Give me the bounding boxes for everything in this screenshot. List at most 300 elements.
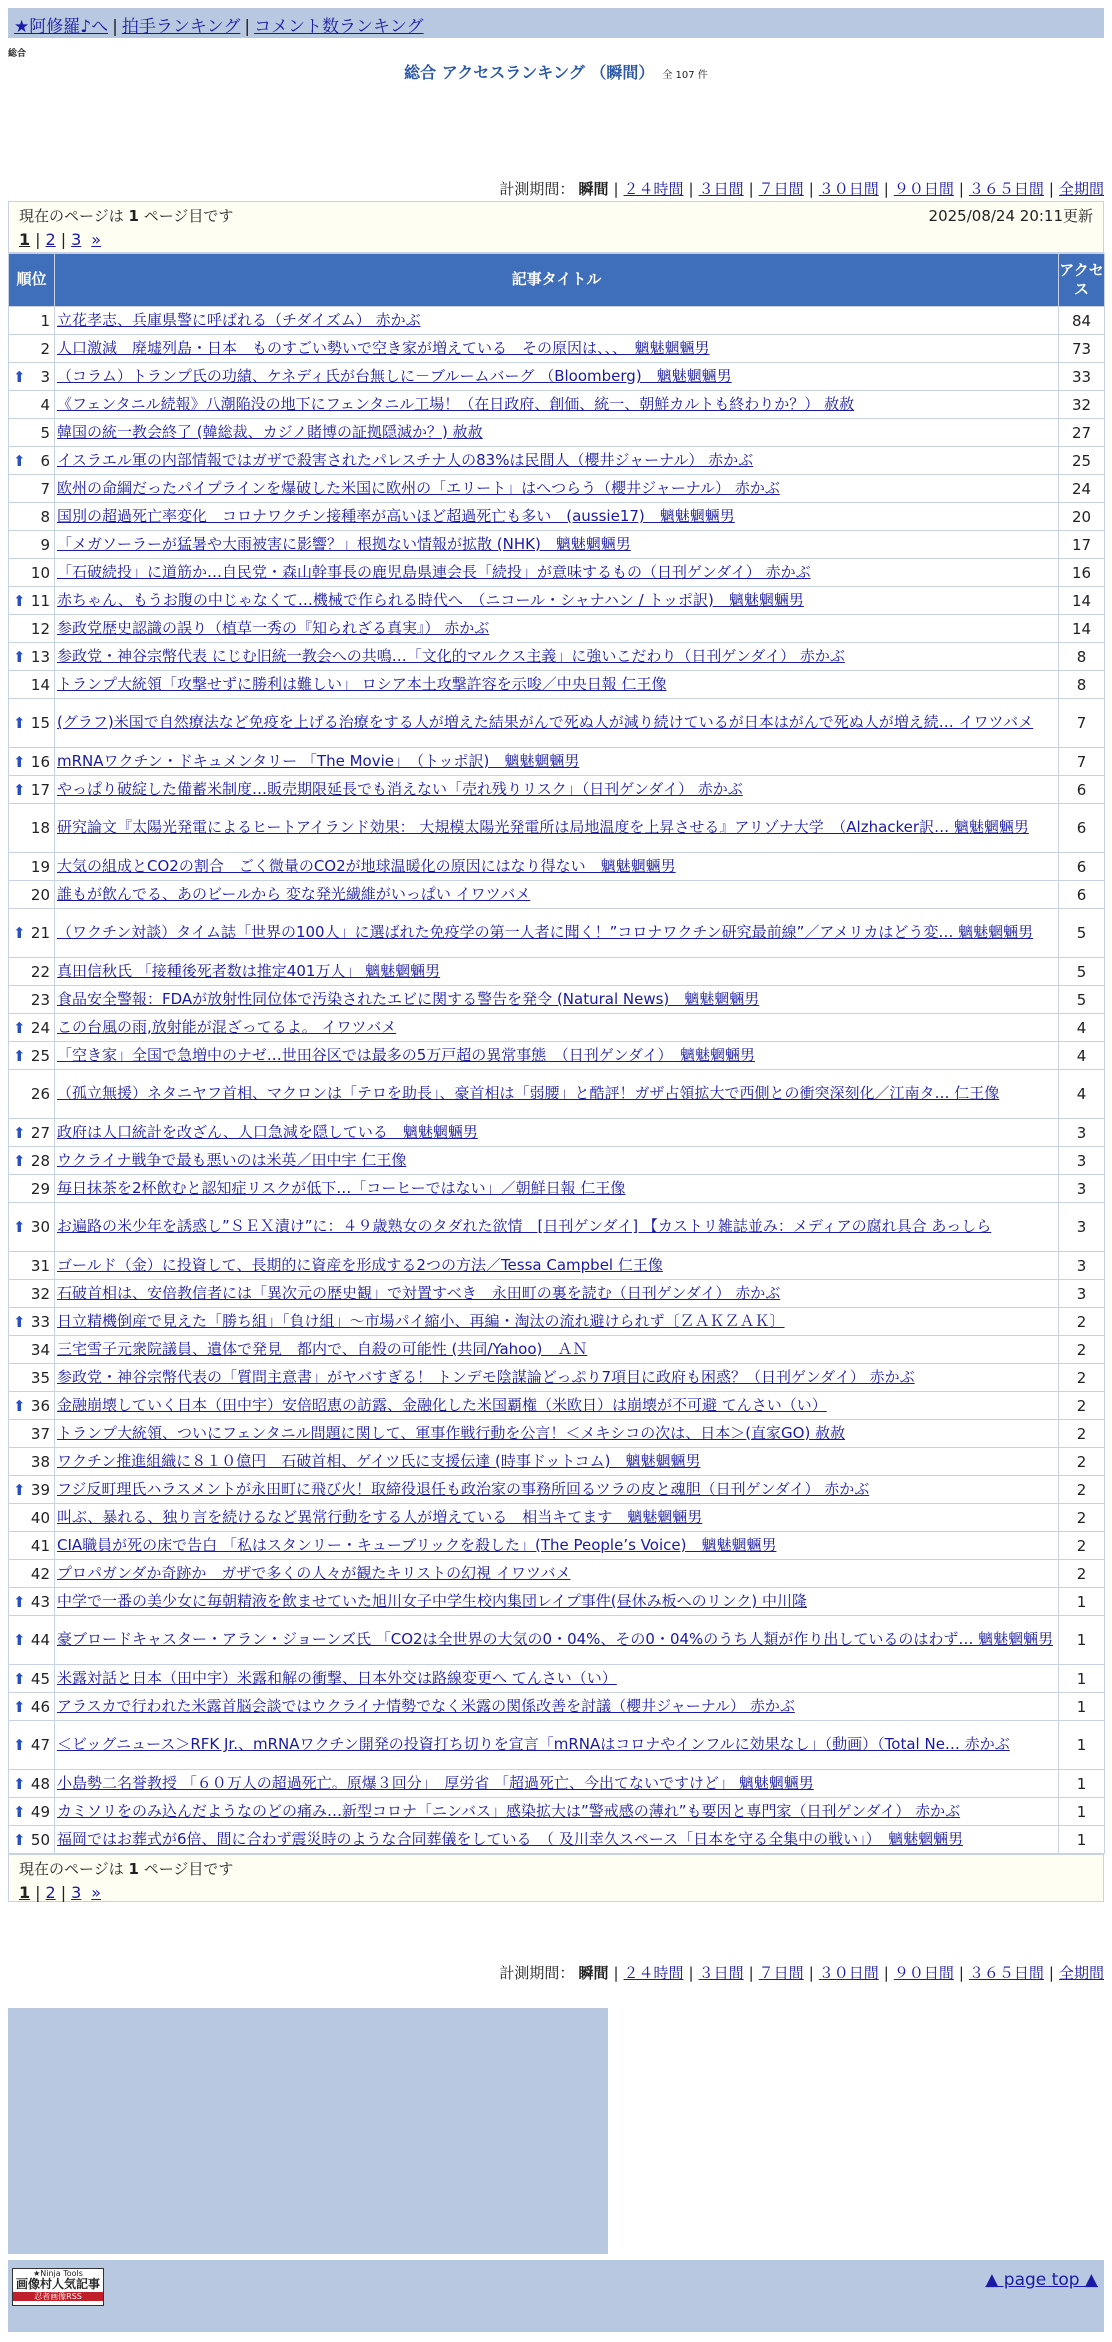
rank-cell (9, 1665, 55, 1693)
rank-cell (9, 1826, 55, 1854)
period-option[interactable]: 全期間 (1058, 1964, 1104, 1982)
comment-ranking-link[interactable]: コメント数ランキング (254, 17, 424, 37)
rank-cell (9, 447, 55, 475)
rank-cell (9, 748, 55, 776)
rank-up-arrow-icon: ⬆ (13, 1218, 26, 1236)
article-link[interactable]: お遍路の米少年を誘惑し”ＳＥＸ漬け”に：４９歳熟女のタダれた欲情 [日刊ゲンダイ] 【カストリ雑誌並み：メディアの腐れ具合 あっしら (57, 1217, 992, 1236)
access-count: 6 (1059, 804, 1105, 853)
table-row (9, 1532, 1105, 1560)
article-link[interactable]: この台風の雨,放射能が混ざってるよ。 イワツバメ (57, 1017, 397, 1036)
rank-number: 5 (40, 423, 50, 442)
ninja-tools-badge[interactable] (12, 2268, 104, 2306)
rank-cell (9, 1588, 55, 1616)
title-cell (55, 1147, 1059, 1175)
pagination: 1 | 2 | 3 » (19, 230, 102, 249)
title-cell (55, 1175, 1059, 1203)
access-count: 14 (1059, 615, 1105, 643)
table-row (9, 748, 1105, 776)
table-row (9, 1308, 1105, 1336)
rank-number: 27 (30, 1123, 50, 1142)
access-count: 7 (1059, 699, 1105, 748)
badge-line2: 画像村人気記事 (15, 2277, 100, 2292)
access-count: 5 (1059, 909, 1105, 958)
article-link[interactable]: 韓国の統一教会終了 (韓総裁、カジノ賭博の証拠隠滅か？) 赦赦 (57, 422, 483, 441)
title-cell (55, 1119, 1059, 1147)
title-cell (55, 1420, 1059, 1448)
article-link[interactable]: 「メガソーラーが猛暑や大雨被害に影響？」根拠ない情報が拡散 (NHK) 魑魅魍魎男 (57, 534, 631, 553)
rank-cell (9, 1336, 55, 1364)
rank-cell (9, 881, 55, 909)
article-link[interactable]: 赤ちゃん、もうお腹の中じゃなくて…機械で作られる時代へ （ニコール・シャナハン / トッポ訳) 魑魅魍魎男 (57, 590, 804, 609)
pager-top (8, 201, 1104, 253)
period-selector-bottom: 計測期間： 瞬間 | ２４時間 | ３日間 | ７日間 | ３０日間 | ９０日間 | ３６５日間 | 全期間 (499, 1964, 1104, 1982)
rank-number: 34 (30, 1340, 50, 1359)
table-row (9, 909, 1105, 958)
table-row (9, 1693, 1105, 1721)
rank-number: 2 (40, 339, 50, 358)
title-cell (55, 671, 1059, 699)
article-link[interactable]: （コラム）トランプ氏の功績、ケネディ氏が台無しに－ブルームバーグ （Bloomberg) 魑魅魍魎男 (57, 366, 732, 385)
period-option[interactable]: ２４時間 (623, 1964, 684, 1982)
rank-cell (9, 1252, 55, 1280)
access-count: 2 (1059, 1476, 1105, 1504)
table-row (9, 1014, 1105, 1042)
rank-number: 41 (30, 1536, 50, 1555)
rank-up-arrow-icon: ⬆ (13, 780, 26, 799)
article-link[interactable]: 石破首相は、安倍教信者には「異次元の歴史観」で対置すべき 永田町の裏を読む（日刊ゲンダイ） 赤かぶ (57, 1283, 781, 1302)
table-row (9, 335, 1105, 363)
rank-cell (9, 1504, 55, 1532)
page-link[interactable]: 2 (45, 230, 56, 249)
period-option[interactable]: ３日間 (698, 180, 744, 198)
rank-number: 3 (40, 367, 50, 386)
title-cell (55, 475, 1059, 503)
rank-cell (9, 363, 55, 391)
title-cell (55, 643, 1059, 671)
rank-cell (9, 643, 55, 671)
article-link[interactable]: 参政党歴史認識の誤り（植草一秀の『知られざる真実』） 赤かぶ (57, 618, 490, 637)
rank-number: 13 (30, 647, 50, 666)
rank-cell (9, 307, 55, 335)
page-link[interactable]: 2 (45, 1883, 56, 1902)
access-count: 2 (1059, 1336, 1105, 1364)
access-count: 16 (1059, 559, 1105, 587)
article-link[interactable]: トランプ大統領、ついにフェンタニル問題に関して、軍事作戦行動を公言！＜メキシコの次は、日本＞(直家GO) 赦赦 (57, 1423, 846, 1442)
period-option[interactable]: 全期間 (1058, 180, 1104, 198)
title-cell (55, 1532, 1059, 1560)
period-current: 瞬間 (578, 1964, 609, 1982)
rank-cell (9, 804, 55, 853)
rank-up-arrow-icon: ⬆ (13, 1151, 26, 1170)
access-count: 2 (1059, 1392, 1105, 1420)
current-page-text: 現在のページは 1 ページ目です (19, 207, 234, 225)
rank-number: 44 (30, 1631, 50, 1649)
access-count: 17 (1059, 531, 1105, 559)
title-cell (55, 307, 1059, 335)
table-row (9, 1147, 1105, 1175)
rank-up-arrow-icon: ⬆ (13, 714, 26, 732)
rank-number: 38 (30, 1452, 50, 1471)
rank-cell (9, 1448, 55, 1476)
pagination: 1 | 2 | 3 » (19, 1883, 102, 1902)
page-top-link[interactable]: ▲ page top ▲ (985, 2270, 1098, 2290)
access-count: 33 (1059, 363, 1105, 391)
access-count: 2 (1059, 1504, 1105, 1532)
title-cell (55, 615, 1059, 643)
period-current: 瞬間 (578, 180, 609, 198)
access-count: 20 (1059, 503, 1105, 531)
table-row (9, 363, 1105, 391)
rank-up-arrow-icon: ⬆ (13, 1802, 26, 1821)
table-row (9, 958, 1105, 986)
rank-up-arrow-icon: ⬆ (13, 1480, 26, 1499)
table-row (9, 307, 1105, 335)
access-count: 1 (1059, 1798, 1105, 1826)
access-count: 3 (1059, 1203, 1105, 1252)
rank-number: 49 (30, 1802, 50, 1821)
rank-cell (9, 503, 55, 531)
rank-number: 8 (40, 507, 50, 526)
home-link[interactable]: ★阿修羅♪へ (14, 17, 109, 37)
access-count: 84 (1059, 307, 1105, 335)
rank-up-arrow-icon: ⬆ (13, 1697, 26, 1716)
article-link[interactable]: 「石破続投」に道筋か…自民党・森山幹事長の鹿児島県連会長「続投」が意味するもの（日刊ゲンダイ） 赤かぶ (57, 562, 811, 581)
col-access-header: アクセス (1059, 254, 1105, 307)
table-row (9, 1826, 1105, 1854)
title-cell (55, 1070, 1059, 1119)
rank-number: 28 (30, 1151, 50, 1170)
rank-cell (9, 699, 55, 748)
rank-cell (9, 909, 55, 958)
rank-cell (9, 1147, 55, 1175)
rank-cell (9, 587, 55, 615)
rank-up-arrow-icon: ⬆ (13, 1830, 26, 1849)
article-link[interactable]: (グラフ)米国で自然療法など免疫を上げる治療をする人が増えた結果がんで死ぬ人が減り続けているが日本はがんで死ぬ人が増え続… イワツバメ (57, 713, 1034, 732)
article-link[interactable]: 誰もが飲んでる、あのビールから 変な発光繊維がいっぱい イワツバメ (57, 884, 531, 903)
rank-number: 10 (30, 563, 50, 582)
table-row (9, 587, 1105, 615)
title-cell (55, 776, 1059, 804)
table-header (9, 254, 1105, 307)
table-row (9, 1070, 1105, 1119)
rank-up-arrow-icon: ⬆ (13, 1123, 26, 1142)
rank-up-arrow-icon: ⬆ (13, 1736, 26, 1754)
article-link[interactable]: 国別の超過死亡率変化 コロナワクチン接種率が高いほど超過死亡も多い (aussie17) 魑魅魍魎男 (57, 506, 735, 525)
period-option[interactable]: ７日間 (758, 1964, 804, 1982)
rank-number: 35 (30, 1368, 50, 1387)
article-link[interactable]: 米露対話と日本（田中宇）米露和解の衝撃、日本外交は路線変更へ てんさい（い） (57, 1668, 617, 1687)
rank-cell (9, 559, 55, 587)
page-title (0, 60, 1112, 83)
title-cell (55, 363, 1059, 391)
article-link[interactable]: 食品安全警報：FDAが放射性同位体で汚染されたエビに関する警告を発令 (Natural News) 魑魅魍魎男 (57, 989, 760, 1008)
rank-number: 26 (30, 1085, 50, 1103)
article-link[interactable]: ウクライナ戦争で最も悪いのは米英／田中宇 仁王像 (57, 1150, 407, 1169)
rank-cell (9, 1308, 55, 1336)
table-row (9, 881, 1105, 909)
article-link[interactable]: （ワクチン対談）タイム誌「世界の100人」に選ばれた免疫学の第一人者に聞く！”コロナワクチン研究最前線”／アメリカはどう変… 魑魅魍魎男 (57, 923, 1034, 942)
next-page-link[interactable]: » (91, 230, 102, 249)
access-count: 3 (1059, 1147, 1105, 1175)
title-cell (55, 559, 1059, 587)
title-cell (55, 1014, 1059, 1042)
rank-cell (9, 1070, 55, 1119)
table-row (9, 1392, 1105, 1420)
table-row (9, 1665, 1105, 1693)
rank-cell (9, 391, 55, 419)
period-option[interactable]: ３日間 (698, 1964, 744, 1982)
rank-number: 48 (30, 1774, 50, 1793)
title-cell (55, 1693, 1059, 1721)
article-link[interactable]: 《フェンタニル続報》八潮陥没の地下にフェンタニル工場！（在日政府、創価、統一、朝鮮カルトも終わりか？） 赦赦 (57, 394, 855, 413)
rank-cell (9, 1721, 55, 1770)
rank-up-arrow-icon: ⬆ (13, 647, 26, 666)
table-row (9, 1476, 1105, 1504)
access-count: 4 (1059, 1042, 1105, 1070)
rank-number: 12 (30, 619, 50, 638)
rank-up-arrow-icon: ⬆ (13, 924, 26, 942)
rank-number: 6 (40, 451, 50, 470)
rank-number: 7 (40, 479, 50, 498)
rank-number: 45 (30, 1669, 50, 1688)
rank-cell (9, 1616, 55, 1665)
rank-cell (9, 475, 55, 503)
article-link[interactable]: 毎日抹茶を2杯飲むと認知症リスクが低下…「コーヒーではない」／朝鮮日報 仁王像 (57, 1178, 626, 1197)
rank-number: 29 (30, 1179, 50, 1198)
clap-ranking-link[interactable]: 拍手ランキング (121, 17, 241, 37)
article-link[interactable]: 中学で一番の美少女に毎朝精液を飲ませていた旭川女子中学生校内集団レイプ事件(昼休み板へのリンク) 中川隆 (57, 1591, 807, 1610)
rank-number: 17 (30, 780, 50, 799)
article-link[interactable]: トランプ大統領「攻撃せずに勝利は難しい」 ロシア本土攻撃許容を示唆／中央日報 仁王像 (57, 674, 667, 693)
period-selector-top: 計測期間： 瞬間 | ２４時間 | ３日間 | ７日間 | ３０日間 | ９０日間 | ３６５日間 | 全期間 (499, 180, 1104, 198)
rank-cell (9, 1693, 55, 1721)
total-count: 全 107 件 (662, 70, 708, 81)
next-page-link[interactable]: » (91, 1883, 102, 1902)
article-link[interactable]: プロパガンダか奇跡か ガザで多くの人々が観たキリストの幻視 イワツバメ (57, 1563, 571, 1582)
rank-number: 30 (30, 1218, 50, 1236)
rank-number: 23 (30, 990, 50, 1009)
title-cell (55, 335, 1059, 363)
access-count: 2 (1059, 1448, 1105, 1476)
access-count: 6 (1059, 776, 1105, 804)
access-count: 3 (1059, 1252, 1105, 1280)
article-link[interactable]: mRNAワクチン・ドキュメンタリー 「The Movie」 （トッポ訳) 魑魅魍魎男 (57, 751, 580, 770)
access-count: 4 (1059, 1070, 1105, 1119)
article-link[interactable]: （孤立無援）ネタニヤフ首相、マクロンは「テロを助長」、豪首相は「弱腰」と酷評！ガザ占領拡大で西側との衝突深刻化／江南タ… 仁王像 (57, 1084, 1000, 1103)
rank-up-arrow-icon: ⬆ (13, 1669, 26, 1688)
table-row (9, 475, 1105, 503)
rank-cell (9, 1560, 55, 1588)
title-cell (55, 1336, 1059, 1364)
article-link[interactable]: 叫ぶ、暴れる、独り言を続けるなど異常行動をする人が増えている 相当キてます 魑魅魍魎男 (57, 1507, 703, 1526)
rank-cell (9, 1175, 55, 1203)
rank-up-arrow-icon: ⬆ (13, 752, 26, 771)
table-row (9, 1420, 1105, 1448)
table-row (9, 1798, 1105, 1826)
article-link[interactable]: カミソリをのみ込んだようなのどの痛み…新型コロナ「ニンバス」感染拡大は”警戒感の薄れ”も要因と専門家（日刊ゲンダイ） 赤かぶ (57, 1801, 961, 1820)
table-row (9, 1588, 1105, 1616)
page-link[interactable]: 3 (71, 1883, 82, 1902)
article-link[interactable]: 欧州の命綱だったパイプラインを爆破した米国に欧州の「エリート」はへつらう（櫻井ジャーナル） 赤かぶ (57, 478, 780, 497)
page-link-current[interactable]: 1 (19, 230, 31, 249)
period-option[interactable]: ７日間 (758, 180, 804, 198)
access-count: 3 (1059, 1175, 1105, 1203)
article-link[interactable]: 日立精機倒産で見えた「勝ち組」「負け組」～市場パイ縮小、再編・淘汰の流れ避けられず〔ＺＡＫＺＡＫ〕 (57, 1311, 785, 1330)
period-option[interactable]: ３０日間 (818, 1964, 879, 1982)
table-row (9, 1721, 1105, 1770)
rank-cell (9, 986, 55, 1014)
article-link[interactable]: 大気の組成とCO2の割合 ごく微量のCO2が地球温暖化の原因にはなり得ない 魑魅魍魎男 (57, 856, 676, 875)
table-row (9, 699, 1105, 748)
table-row (9, 419, 1105, 447)
period-label: 計測期間： (499, 180, 575, 198)
access-count: 7 (1059, 748, 1105, 776)
access-count: 1 (1059, 1665, 1105, 1693)
article-link[interactable]: 三宅雪子元衆院議員、遺体で発見 都内で、自殺の可能性 (共同/Yahoo) ＡＮ (57, 1339, 588, 1358)
access-count: 2 (1059, 1308, 1105, 1336)
rank-cell (9, 1203, 55, 1252)
access-count: 24 (1059, 475, 1105, 503)
rank-cell (9, 1420, 55, 1448)
rank-number: 37 (30, 1424, 50, 1443)
rank-number: 9 (40, 535, 50, 554)
article-link[interactable]: 金融崩壊していく日本（田中宇）安倍昭恵の訪露、金融化した米国覇権（米欧日）は崩壊が不可避 てんさい（い） (57, 1395, 827, 1414)
access-count: 5 (1059, 958, 1105, 986)
access-count: 25 (1059, 447, 1105, 475)
rank-number: 20 (30, 885, 50, 904)
col-rank-header: 順位 (9, 254, 55, 307)
title-cell (55, 1665, 1059, 1693)
rank-number: 24 (30, 1018, 50, 1037)
period-option[interactable]: ２４時間 (623, 180, 684, 198)
rank-number: 33 (30, 1312, 50, 1331)
rank-cell (9, 853, 55, 881)
title-cell (55, 1560, 1059, 1588)
period-label: 計測期間： (499, 1964, 575, 1982)
rank-cell (9, 1280, 55, 1308)
period-option[interactable]: ３６５日間 (968, 180, 1044, 198)
article-link[interactable]: 豪ブロードキャスター・アラン・ジョーンズ氏 「CO2は全世界の大気の0・04%、その0・04%のうち人類が作り出しているのはわず… 魑魅魍魎男 (57, 1630, 1054, 1649)
title-cell (55, 1364, 1059, 1392)
update-timestamp: 2025/08/24 20:11更新 (928, 207, 1093, 225)
table-row (9, 643, 1105, 671)
table-row (9, 853, 1105, 881)
table-row (9, 531, 1105, 559)
table-row (9, 1448, 1105, 1476)
article-link[interactable]: アラスカで行われた米露首脳会談ではウクライナ情勢でなく米露の関係改善を討議（櫻井ジャーナル） 赤かぶ (57, 1696, 795, 1715)
period-option[interactable]: ９０日間 (893, 1964, 954, 1982)
title-cell (55, 1770, 1059, 1798)
access-count: 1 (1059, 1721, 1105, 1770)
rank-cell (9, 1798, 55, 1826)
title-cell (55, 1588, 1059, 1616)
badge-line1: ★Ninja Tools (33, 2269, 83, 2278)
article-link[interactable]: やっぱり破綻した備蓄米制度…販売期限延長でも消えない「売れ残りリスク」（日刊ゲンダイ） 赤かぶ (57, 779, 743, 798)
page-link-current[interactable]: 1 (19, 1883, 31, 1902)
title-cell (55, 1616, 1059, 1665)
table-row (9, 1042, 1105, 1070)
access-count: 2 (1059, 1560, 1105, 1588)
title-cell (55, 748, 1059, 776)
title-cell (55, 881, 1059, 909)
rank-up-arrow-icon: ⬆ (13, 367, 26, 386)
access-count: 2 (1059, 1420, 1105, 1448)
access-count: 32 (1059, 391, 1105, 419)
title-cell (55, 1308, 1059, 1336)
rank-cell (9, 1392, 55, 1420)
table-row (9, 615, 1105, 643)
rank-number: 4 (40, 395, 50, 414)
access-count: 3 (1059, 1119, 1105, 1147)
title-cell (55, 1252, 1059, 1280)
rank-up-arrow-icon: ⬆ (13, 1592, 26, 1611)
access-count: 8 (1059, 671, 1105, 699)
title-cell (55, 804, 1059, 853)
access-count: 14 (1059, 587, 1105, 615)
access-count: 3 (1059, 1280, 1105, 1308)
table-row (9, 1252, 1105, 1280)
period-option[interactable]: ３６５日間 (968, 1964, 1044, 1982)
table-row (9, 559, 1105, 587)
article-link[interactable]: 小島勢二名誉教授 「６０万人の超過死亡。原爆３回分」 厚労省 「超過死亡、今出てないですけど」 魑魅魍魎男 (57, 1773, 814, 1792)
table-row (9, 503, 1105, 531)
table-row (9, 1616, 1105, 1665)
ranking-table (8, 253, 1105, 1854)
article-link[interactable]: ワクチン推進組織に８１０億円 石破首相、ゲイツ氏に支援伝達 (時事ドットコム) 魑魅魍魎男 (57, 1451, 701, 1470)
top-nav: ★阿修羅♪へ | 拍手ランキング | コメント数ランキング (8, 8, 1104, 38)
article-link[interactable]: 立花孝志、兵庫県警に呼ばれる（チダイズム） 赤かぶ (57, 310, 421, 329)
rank-cell (9, 1014, 55, 1042)
rank-number: 40 (30, 1508, 50, 1527)
access-count: 2 (1059, 1532, 1105, 1560)
article-link[interactable]: 政府は人口統計を改ざん、人口急減を隠している 魑魅魍魎男 (57, 1122, 478, 1141)
access-count: 1 (1059, 1770, 1105, 1798)
article-link[interactable]: 研究論文『太陽光発電によるヒートアイランド効果： 大規模太陽光発電所は局地温度を上昇させる』アリゾナ大学 （Alzhacker訳… 魑魅魍魎男 (57, 818, 1029, 837)
page-link[interactable]: 3 (71, 230, 82, 249)
article-link[interactable]: ＜ビッグニュース＞RFK Jr.、mRNAワクチン開発の投資打ち切りを宣言「mRNAはコロナやインフルに効果なし」（動画）（Total Ne… 赤かぶ (57, 1735, 1010, 1754)
article-link[interactable]: イスラエル軍の内部情報ではガザで殺害されたパレスチナ人の83%は民間人（櫻井ジャーナル） 赤かぶ (57, 450, 754, 469)
article-link[interactable]: 福岡ではお葬式が6倍、間に合わず震災時のような合同葬儀をしている （ 及川幸久スペース「日本を守る全集中の戦い」） 魑魅魍魎男 (57, 1829, 964, 1848)
rank-cell (9, 958, 55, 986)
title-cell (55, 1504, 1059, 1532)
access-count: 1 (1059, 1693, 1105, 1721)
rank-cell (9, 419, 55, 447)
article-link[interactable]: 人口激減 廃墟列島・日本 ものすごい勢いで空き家が増えている その原因は、、、 魑魅魍魎男 (57, 338, 710, 357)
rank-number: 46 (30, 1697, 50, 1716)
access-count: 6 (1059, 881, 1105, 909)
article-link[interactable]: フジ反町理氏ハラスメントが永田町に飛び火！取締役退任も政治家の事務所回るツラの皮と魂胆（日刊ゲンダイ） 赤かぶ (57, 1479, 870, 1498)
article-link[interactable]: CIA職員が死の床で告白 「私はスタンリー・キューブリックを殺した」(The People’s Voice) 魑魅魍魎男 (57, 1535, 777, 1554)
article-link[interactable]: 「空き家」全国で急増中のナゼ…世田谷区では最多の5万戸超の異常事態 （日刊ゲンダイ） 魑魅魍魎男 (57, 1045, 756, 1064)
table-row (9, 1504, 1105, 1532)
title-cell (55, 391, 1059, 419)
category-label: 総合 (8, 49, 27, 59)
article-link[interactable]: 参政党・神谷宗幣代表 にじむ旧統一教会への共鳴…「文化的マルクス主義」に強いこだわり（日刊ゲンダイ） 赤かぶ (57, 646, 845, 665)
article-link[interactable]: ゴールド（金）に投資して、長期的に資産を形成する2つの方法／Tessa Campbel 仁王像 (57, 1255, 663, 1274)
rank-up-arrow-icon: ⬆ (13, 1396, 26, 1415)
rank-number: 21 (30, 924, 50, 942)
rank-number: 36 (30, 1396, 50, 1415)
rank-cell (9, 335, 55, 363)
period-option[interactable]: ９０日間 (893, 180, 954, 198)
rank-cell (9, 531, 55, 559)
period-option[interactable]: ３０日間 (818, 180, 879, 198)
rank-cell (9, 671, 55, 699)
article-link[interactable]: 真田信秋氏 「接種後死者数は推定401万人」 魑魅魍魎男 (57, 961, 441, 980)
rank-number: 47 (30, 1736, 50, 1754)
article-link[interactable]: 参政党・神谷宗幣代表の「質問主意書」がヤバすぎる！ トンデモ陰謀論どっぷり7項目に政府も困惑？（日刊ゲンダイ） 赤かぶ (57, 1367, 915, 1386)
table-row (9, 776, 1105, 804)
